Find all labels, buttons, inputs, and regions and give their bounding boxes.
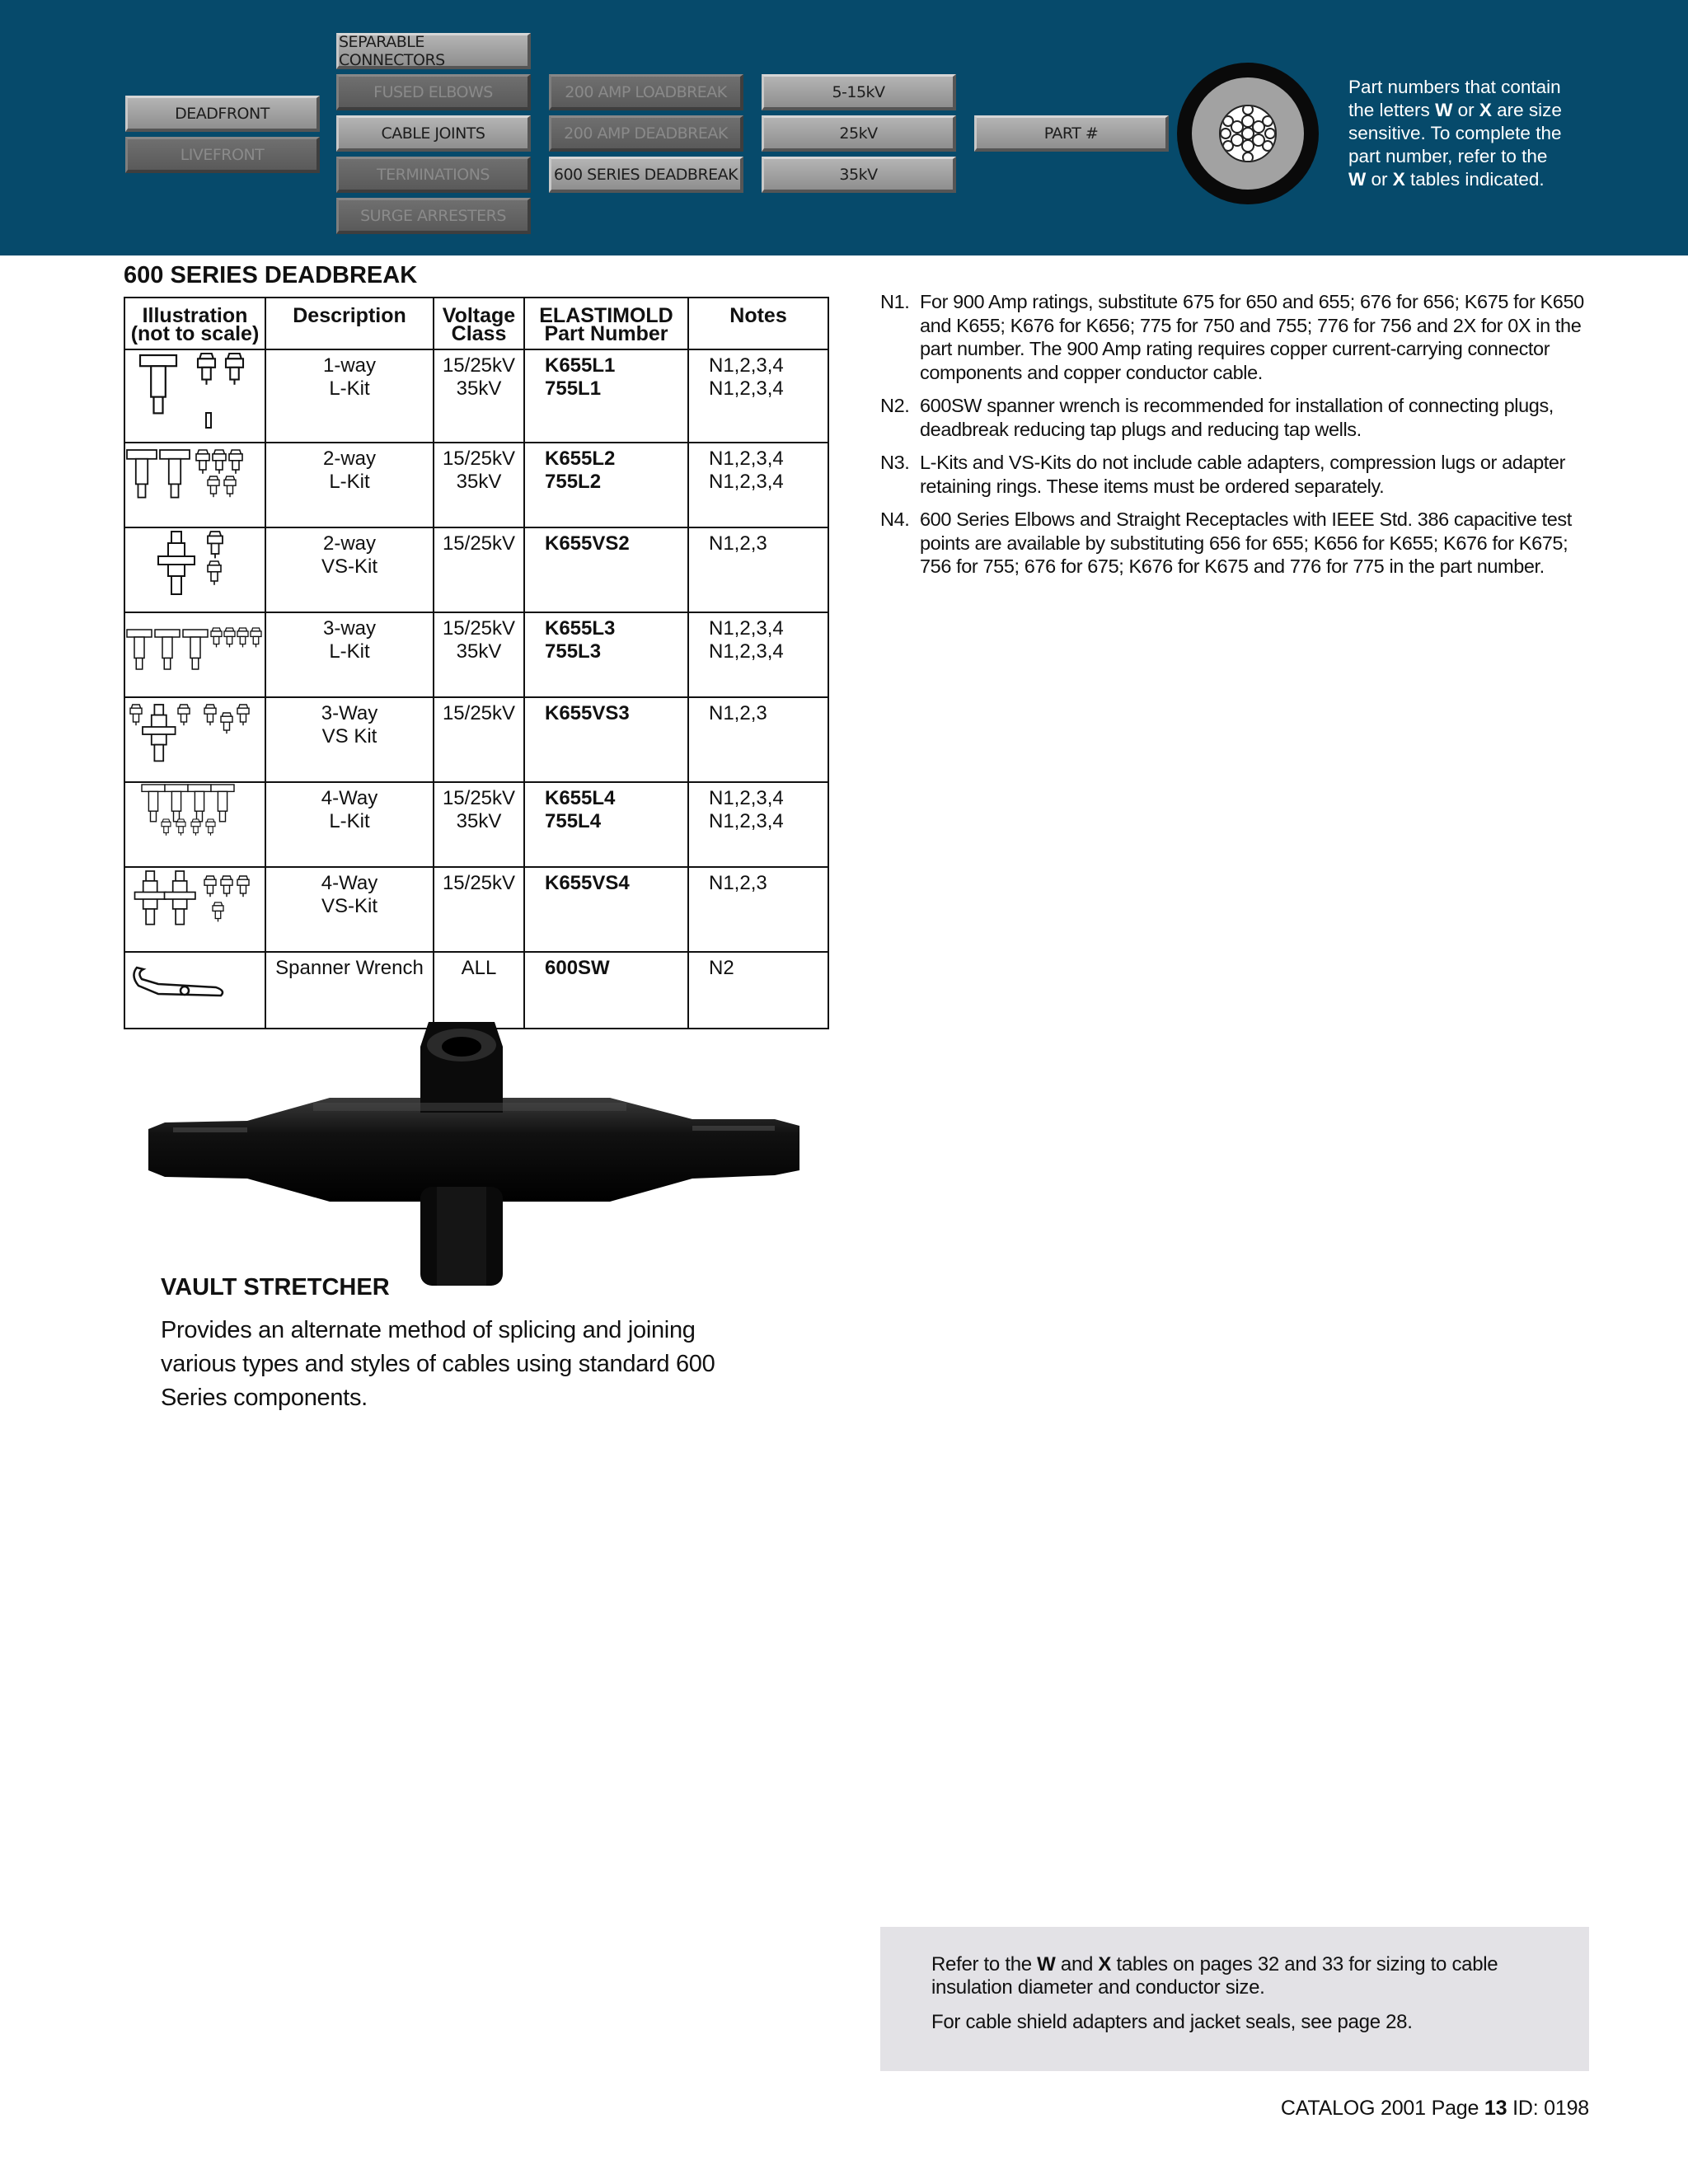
nav-button-terminations[interactable]: TERMINATIONS — [336, 157, 531, 193]
description-line: VS-Kit — [321, 555, 377, 578]
note-text: 600 Series Elbows and Straight Receptacles with IEEE Std. 386 capacitive test points are available by substituting 656 for 655; K656 for K655; K676 for K675; 756 for 755; 676 for 675; K676 for K675 and 776 for 775 in the part number. — [920, 509, 1572, 577]
header-description: Description — [265, 298, 434, 349]
part-number-line: 755L1 — [545, 377, 602, 400]
table-row — [124, 527, 828, 612]
vault-stretcher-image — [148, 1022, 799, 1302]
part-number-cell — [524, 697, 688, 782]
nav-button-separable-connectors[interactable]: SEPARABLE CONNECTORS — [336, 33, 531, 69]
1-way-lkit-icon — [125, 350, 264, 436]
description-cell — [265, 697, 434, 782]
page-footer: CATALOG 2001 Page 13 ID: 0198 — [1280, 2097, 1589, 2120]
description-cell — [265, 527, 434, 612]
notes-line: N1,2,3,4 — [709, 471, 784, 493]
illustration-cell — [124, 349, 265, 443]
notes-line: N1,2,3,4 — [709, 377, 784, 400]
illustration-cell — [124, 867, 265, 952]
notes-cell — [688, 527, 828, 612]
vault-title: VAULT STRETCHER — [161, 1274, 390, 1301]
note-item — [880, 451, 1589, 498]
nav-button-cable-joints[interactable]: CABLE JOINTS — [336, 115, 531, 152]
nav-button-35kv[interactable]: 35kV — [762, 157, 956, 193]
voltage-cell — [434, 952, 524, 1029]
part-number-line: 755L2 — [545, 471, 602, 493]
voltage-line: 15/25kV — [442, 448, 516, 470]
voltage-cell — [434, 527, 524, 612]
voltage-line: 15/25kV — [442, 617, 516, 640]
part-number-cell — [524, 782, 688, 867]
notes-line: N1,2,3,4 — [709, 640, 784, 663]
table-row — [124, 952, 828, 1029]
3-way-vskit-icon — [125, 698, 264, 776]
description-cell — [265, 349, 434, 443]
notes-line: N2 — [709, 957, 734, 979]
note-item — [880, 290, 1589, 384]
nav-button-25kv[interactable]: 25kV — [762, 115, 956, 152]
nav-button-part[interactable]: PART # — [974, 115, 1169, 152]
illustration-cell — [124, 612, 265, 697]
voltage-line: 15/25kV — [442, 532, 516, 555]
voltage-cell — [434, 443, 524, 527]
part-number-line: K655L4 — [545, 787, 616, 809]
table-row — [124, 697, 828, 782]
description-line: 3-way — [322, 617, 377, 640]
description-line: 2-way — [322, 532, 377, 555]
notes-line: N1,2,3,4 — [709, 617, 784, 640]
voltage-line: 35kV — [456, 377, 502, 400]
2-way-vskit-icon — [125, 528, 264, 606]
vault-description: Provides an alternate method of splicing and joining various types and styles of cables using standard 600 Series components. — [161, 1317, 715, 1411]
part-number-line: K655L1 — [545, 354, 616, 377]
notes-line: N1,2,3 — [709, 702, 767, 724]
2-way-lkit-icon — [125, 443, 264, 521]
4-way-lkit-icon — [125, 783, 264, 860]
notes-cell — [688, 443, 828, 527]
notes-line: N1,2,3,4 — [709, 448, 784, 470]
description-line: VS-Kit — [321, 895, 377, 917]
description-line: 1-way — [322, 354, 377, 377]
description-line: L-Kit — [329, 640, 370, 663]
notes-list — [880, 290, 1589, 588]
illustration-cell — [124, 782, 265, 867]
table-row — [124, 349, 828, 443]
notes-cell — [688, 952, 828, 1029]
voltage-line: 35kV — [456, 640, 502, 663]
note-text: For 900 Amp ratings, substitute 675 for 650 and 655; 676 for 656; K675 for K650 and K655; K676 for K656; 775 for 750 and 755; 776 for 756 and 2X for 0X in the part number. The 900 Amp rating requires copper current-carrying connector components and copper conductor cable. — [920, 291, 1584, 383]
voltage-cell — [434, 612, 524, 697]
part-number-cell — [524, 349, 688, 443]
notes-cell — [688, 349, 828, 443]
part-number-line: K655VS3 — [545, 702, 630, 724]
note-item — [880, 394, 1589, 441]
header-note: Part numbers that contain the letters W or X are size sensitive. To complete the part number, refer to the W or X tables indicated. — [1348, 77, 1562, 190]
header-part-number: ELASTIMOLD Part Number — [524, 298, 688, 349]
part-number-cell — [524, 527, 688, 612]
description-cell — [265, 867, 434, 952]
illustration-cell — [124, 443, 265, 527]
description-cell — [265, 952, 434, 1029]
voltage-cell — [434, 782, 524, 867]
note-label: N4. — [880, 509, 910, 530]
note-label: N3. — [880, 452, 910, 473]
part-number-line: 755L4 — [545, 810, 602, 832]
description-cell — [265, 612, 434, 697]
part-number-line: 755L3 — [545, 640, 602, 663]
notes-line: N1,2,3 — [709, 872, 767, 894]
notes-cell — [688, 782, 828, 867]
nav-button-surge-arresters[interactable]: SURGE ARRESTERS — [336, 198, 531, 234]
illustration-cell — [124, 952, 265, 1029]
description-line: L-Kit — [329, 810, 370, 832]
part-number-line: K655VS2 — [545, 532, 630, 555]
cable-cross-section-image — [1177, 63, 1319, 204]
description-line: 2-way — [322, 448, 377, 470]
illustration-cell — [124, 527, 265, 612]
nav-button-deadfront[interactable]: DEADFRONT — [125, 96, 320, 132]
notes-line: N1,2,3,4 — [709, 810, 784, 832]
table-row — [124, 782, 828, 867]
notes-line: N1,2,3,4 — [709, 787, 784, 809]
parts-table — [124, 297, 829, 1029]
reference-line-1: Refer to the W and X tables on pages 32 and 33 for sizing to cable insulation diameter and conductor size. — [931, 1953, 1498, 1999]
table-row — [124, 867, 828, 952]
nav-button-livefront[interactable]: LIVEFRONT — [125, 137, 320, 173]
reference-line-2: For cable shield adapters and jacket seals, see page 28. — [931, 2011, 1413, 2033]
description-cell — [265, 782, 434, 867]
description-line: L-Kit — [329, 377, 370, 400]
header-illustration: Illustration (not to scale) — [124, 298, 265, 349]
reference-box — [880, 1927, 1589, 2071]
note-text: L-Kits and VS-Kits do not include cable adapters, compression lugs or adapter retaining rings. These items must be ordered separately. — [920, 452, 1566, 497]
voltage-cell — [434, 349, 524, 443]
3-way-lkit-icon — [125, 613, 264, 691]
part-number-line: K655L2 — [545, 448, 616, 470]
voltage-cell — [434, 697, 524, 782]
table-header-row — [124, 298, 828, 349]
part-number-line: 600SW — [545, 957, 610, 979]
voltage-line: ALL — [461, 957, 497, 979]
voltage-line: 35kV — [456, 810, 502, 832]
description-line: Spanner Wrench — [275, 957, 424, 979]
4-way-vskit-icon — [125, 868, 264, 945]
voltage-line: 35kV — [456, 471, 502, 493]
illustration-cell — [124, 697, 265, 782]
part-number-cell — [524, 443, 688, 527]
header-banner — [0, 0, 1688, 255]
note-item — [880, 508, 1589, 579]
notes-cell — [688, 612, 828, 697]
description-line: VS Kit — [321, 725, 377, 748]
part-number-cell — [524, 867, 688, 952]
voltage-cell — [434, 867, 524, 952]
voltage-line: 15/25kV — [442, 872, 516, 894]
description-line: 4-Way — [321, 872, 378, 894]
nav-button-600-series-deadbreak[interactable]: 600 SERIES DEADBREAK — [549, 157, 743, 193]
section-title: 600 SERIES DEADBREAK — [124, 262, 418, 288]
header-voltage: Voltage Class — [434, 298, 524, 349]
nav-button-fused-elbows[interactable]: FUSED ELBOWS — [336, 74, 531, 110]
notes-line: N1,2,3 — [709, 532, 767, 555]
notes-cell — [688, 697, 828, 782]
description-line: 4-Way — [321, 787, 378, 809]
part-number-line: K655VS4 — [545, 872, 630, 894]
table-row — [124, 443, 828, 527]
description-line: L-Kit — [329, 471, 370, 493]
header-notes: Notes — [688, 298, 828, 349]
part-number-cell — [524, 612, 688, 697]
part-number-cell — [524, 952, 688, 1029]
voltage-line: 15/25kV — [442, 787, 516, 809]
notes-line: N1,2,3,4 — [709, 354, 784, 377]
cable-conductor — [1219, 105, 1277, 162]
description-cell — [265, 443, 434, 527]
spanner-wrench-icon — [125, 953, 264, 1022]
note-label: N1. — [880, 291, 910, 312]
voltage-line: 15/25kV — [442, 702, 516, 724]
note-text: 600SW spanner wrench is recommended for installation of connecting plugs, deadbreak reducing tap plugs and reducing tap wells. — [920, 395, 1554, 440]
nav-button-200-amp-loadbreak[interactable]: 200 AMP LOADBREAK — [549, 74, 743, 110]
table-row — [124, 612, 828, 697]
nav-button-5-15kv[interactable]: 5-15kV — [762, 74, 956, 110]
notes-cell — [688, 867, 828, 952]
voltage-line: 15/25kV — [442, 354, 516, 377]
description-line: 3-Way — [321, 702, 378, 724]
nav-button-200-amp-deadbreak[interactable]: 200 AMP DEADBREAK — [549, 115, 743, 152]
part-number-line: K655L3 — [545, 617, 616, 640]
note-label: N2. — [880, 395, 910, 416]
